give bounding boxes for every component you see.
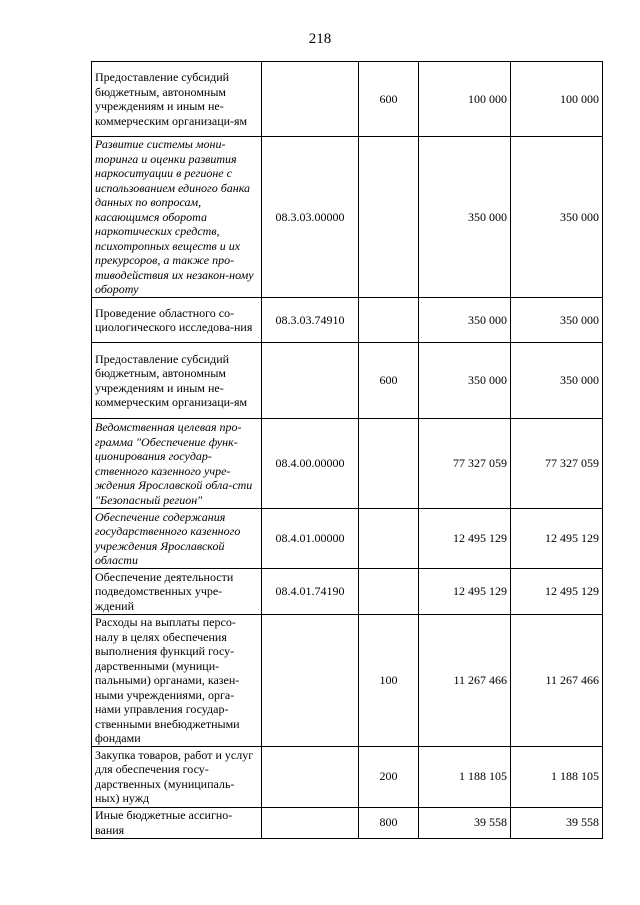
row-name-cell: Расходы на выплаты персо-налу в целях обеспечения выполнения функций госу-дарственными (муници-пальными) органами, казен-ными учреждениями, орга-нами управления государ-ственными внебюджетными фондами [92,615,262,747]
row-name-cell: Закупка товаров, работ и услуг для обеспечения госу-дарственных (муниципаль-ных) нужд [92,746,262,807]
row-amount-year2-cell: 39 558 [511,807,603,838]
table-row [92,807,603,838]
row-code-cell: 08.3.03.74910 [262,298,359,343]
row-amount-year1-cell: 12 495 129 [419,569,511,615]
table-row [92,62,603,137]
row-code-cell [262,62,359,137]
table-row [92,343,603,419]
row-name-cell: Предоставление субсидий бюджетным, автономным учреждениям и иным не-коммерческим организаци-ям [92,62,262,137]
row-name-cell: Иные бюджетные ассигно-вания [92,807,262,838]
row-code-cell [262,343,359,419]
table-row [92,137,603,298]
budget-table [91,61,603,839]
row-expense-type-cell: 200 [359,746,419,807]
row-amount-year1-cell: 77 327 059 [419,419,511,509]
table-row [92,509,603,569]
row-amount-year2-cell: 350 000 [511,343,603,419]
row-amount-year2-cell: 1 188 105 [511,746,603,807]
row-amount-year1-cell: 39 558 [419,807,511,838]
row-expense-type-cell [359,419,419,509]
table-body [92,62,603,839]
row-expense-type-cell: 100 [359,615,419,747]
row-amount-year2-cell: 12 495 129 [511,569,603,615]
table-row [92,569,603,615]
row-amount-year1-cell: 12 495 129 [419,509,511,569]
row-code-cell: 08.3.03.00000 [262,137,359,298]
row-amount-year1-cell: 350 000 [419,343,511,419]
row-expense-type-cell: 600 [359,62,419,137]
row-amount-year2-cell: 11 267 466 [511,615,603,747]
row-code-cell [262,746,359,807]
row-code-cell: 08.4.01.74190 [262,569,359,615]
table-row [92,298,603,343]
table-row [92,746,603,807]
row-amount-year1-cell: 11 267 466 [419,615,511,747]
row-expense-type-cell: 600 [359,343,419,419]
page-number: 218 [308,31,332,47]
row-expense-type-cell [359,137,419,298]
row-name-cell: Предоставление субсидий бюджетным, автономным учреждениям и иным не-коммерческим организаци-ям [92,343,262,419]
row-code-cell [262,807,359,838]
row-expense-type-cell: 800 [359,807,419,838]
row-expense-type-cell [359,298,419,343]
row-code-cell: 08.4.01.00000 [262,509,359,569]
row-name-cell: Обеспечение содержания государственного казенного учреждения Ярославской области [92,509,262,569]
row-amount-year2-cell: 100 000 [511,62,603,137]
table-row [92,615,603,747]
row-name-cell: Проведение областного со-циологического исследова-ния [92,298,262,343]
row-amount-year1-cell: 350 000 [419,137,511,298]
row-name-cell: Обеспечение деятельности подведомственных учре-ждений [92,569,262,615]
row-amount-year1-cell: 350 000 [419,298,511,343]
row-expense-type-cell [359,569,419,615]
row-code-cell [262,615,359,747]
row-amount-year2-cell: 350 000 [511,137,603,298]
row-name-cell: Ведомственная целевая про-грамма "Обеспечение функ-ционирования государ-ственного казенного учре-ждения Ярославской обла-сти "Безопасный регион" [92,419,262,509]
row-name-cell: Развитие системы мони-торинга и оценки развития наркоситуации в регионе с использованием единого банка данных по вопросам, касающимся оборота наркотических средств, психотропных веществ и их прекурсоров, а также про-тиводействия их незакон-ному обороту [92,137,262,298]
row-amount-year1-cell: 100 000 [419,62,511,137]
row-amount-year2-cell: 12 495 129 [511,509,603,569]
row-expense-type-cell [359,509,419,569]
table-row [92,419,603,509]
row-amount-year2-cell: 350 000 [511,298,603,343]
row-code-cell: 08.4.00.00000 [262,419,359,509]
row-amount-year1-cell: 1 188 105 [419,746,511,807]
row-amount-year2-cell: 77 327 059 [511,419,603,509]
